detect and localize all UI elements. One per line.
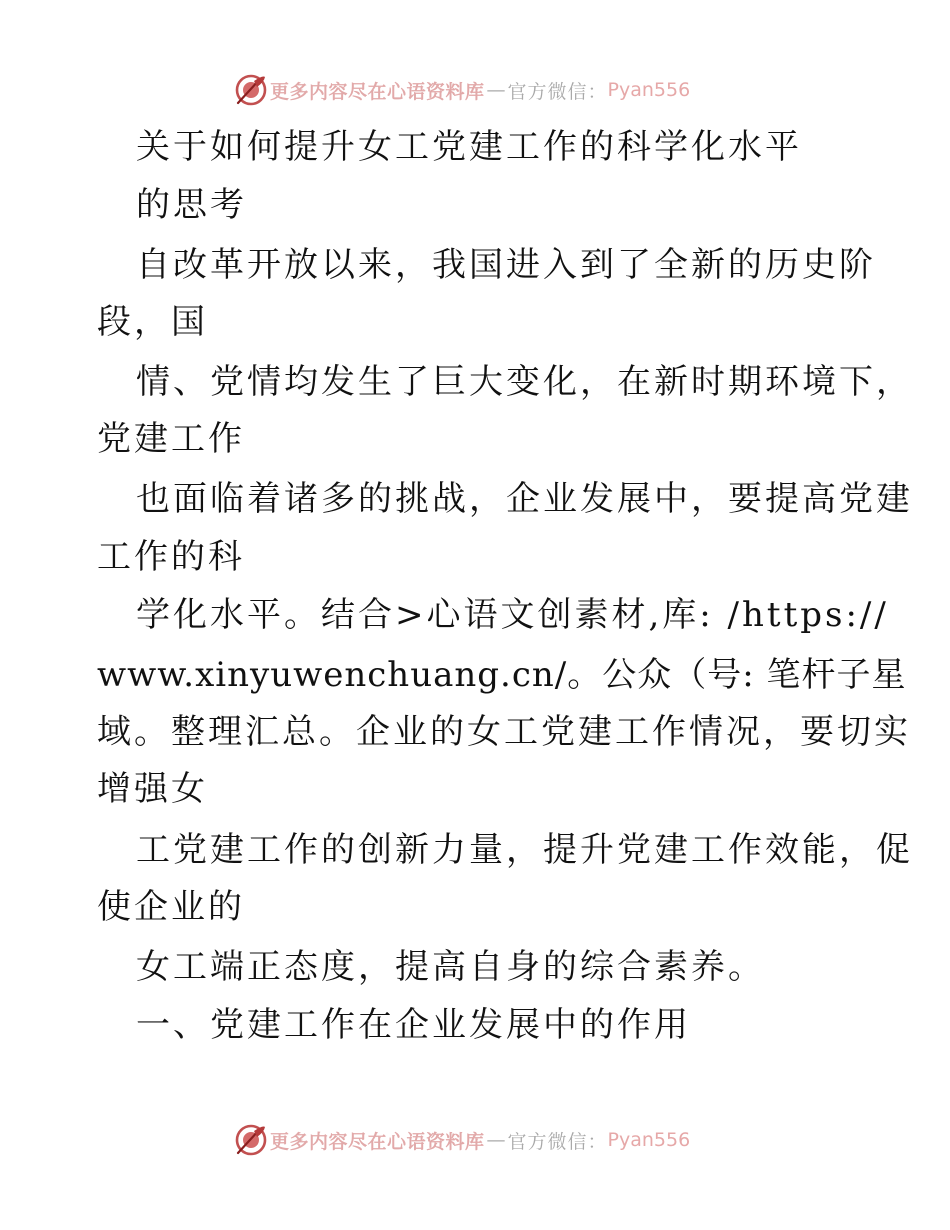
paragraph-line: 域。整理汇总。企业的女工党建工作情况，要切实: [97, 712, 911, 752]
section-heading: 一、党建工作在企业发展中的作用: [136, 1005, 691, 1045]
document-title-line-1: 关于如何提升女工党建工作的科学化水平: [136, 127, 802, 167]
paragraph-line: 学化水平。结合>心语文创素材,库: /https://: [136, 595, 889, 635]
paragraph-line: 自改革开放以来，我国进入到了全新的历史阶: [136, 245, 876, 285]
footer-watermark: [234, 1120, 690, 1160]
watermark-text: 更多内容尽在心语资料库: [270, 80, 485, 103]
watermark-wechat-label: 官方微信：: [507, 80, 608, 103]
header-watermark: [234, 70, 690, 110]
quill-seal-icon: [234, 1123, 268, 1157]
paragraph-line: 段，国: [97, 302, 208, 342]
paragraph-line: 增强女: [97, 769, 208, 809]
document-title-line-2: 的思考: [136, 185, 247, 225]
paragraph-line: www.xinyuwenchuang.cn/。公众（号: 笔杆子星: [97, 655, 907, 695]
watermark-separator: —: [486, 79, 506, 101]
paragraph-line: 使企业的: [97, 887, 245, 927]
paragraph-line: 工党建工作的创新力量，提升党建工作效能，促: [136, 830, 913, 870]
watermark-separator: —: [486, 1129, 506, 1151]
paragraph-line: 情、党情均发生了巨大变化，在新时期环境下，: [136, 362, 913, 402]
watermark-wechat-id: Pyan556: [607, 1129, 691, 1151]
paragraph-line: 也面临着诸多的挑战，企业发展中，要提高党建: [136, 479, 913, 519]
paragraph-line: 女工端正态度，提高自身的综合素养。: [136, 947, 765, 987]
paragraph-line: 工作的科: [97, 537, 245, 577]
quill-seal-icon: [234, 73, 268, 107]
watermark-wechat-id: Pyan556: [607, 79, 691, 101]
watermark-text: 更多内容尽在心语资料库: [270, 1130, 485, 1153]
paragraph-line: 党建工作: [97, 419, 245, 459]
watermark-wechat-label: 官方微信：: [507, 1130, 608, 1153]
